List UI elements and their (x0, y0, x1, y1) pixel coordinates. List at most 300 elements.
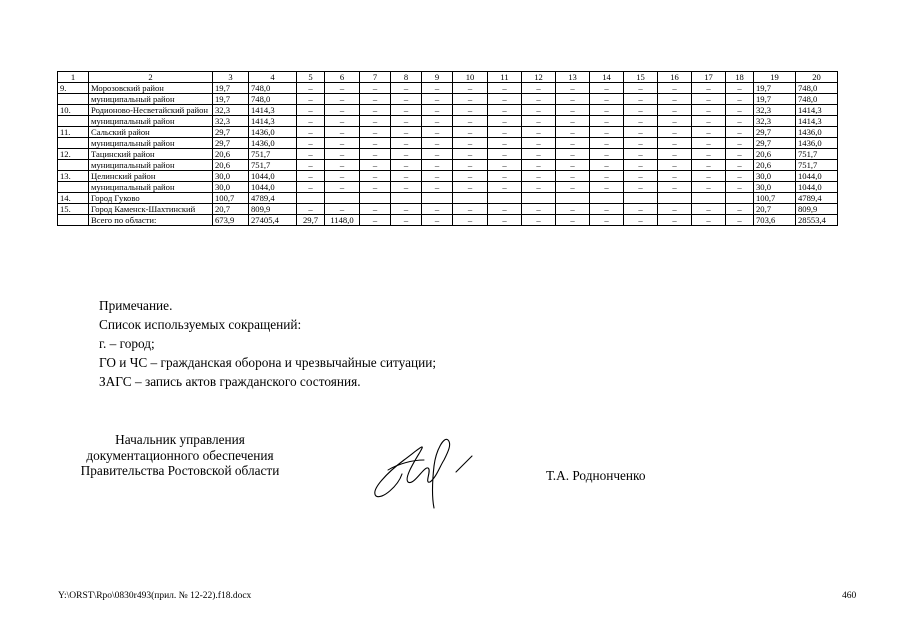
value-cell: – (692, 94, 726, 105)
value-cell: 28553,4 (796, 215, 838, 226)
value-cell: 748,0 (249, 94, 297, 105)
value-cell: – (488, 215, 522, 226)
value-cell: – (325, 105, 360, 116)
value-cell: – (391, 149, 422, 160)
value-cell: 1044,0 (796, 171, 838, 182)
value-cell: – (590, 171, 624, 182)
value-cell: – (488, 160, 522, 171)
header-cell: 20 (796, 72, 838, 83)
value-cell: – (692, 182, 726, 193)
value-cell: – (325, 182, 360, 193)
district-name-cell: муниципальный район (89, 116, 213, 127)
value-cell: – (692, 171, 726, 182)
value-cell: – (522, 127, 556, 138)
value-cell: – (624, 204, 658, 215)
value-cell: 4789,4 (249, 193, 297, 204)
value-cell: – (556, 94, 590, 105)
value-cell: 32,3 (754, 116, 796, 127)
table-row (58, 138, 838, 149)
header-cell: 5 (297, 72, 325, 83)
position-line: Начальник управления (115, 432, 245, 447)
notes-subtitle: Список используемых сокращений: (99, 317, 302, 332)
header-cell: 17 (692, 72, 726, 83)
value-cell: – (360, 160, 391, 171)
value-cell: 29,7 (754, 127, 796, 138)
value-cell: – (556, 127, 590, 138)
district-name-cell: Тацинский район (89, 149, 213, 160)
value-cell: – (556, 215, 590, 226)
value-cell: 19,7 (754, 83, 796, 94)
value-cell: – (422, 171, 453, 182)
value-cell: – (522, 182, 556, 193)
header-cell: 12 (522, 72, 556, 83)
value-cell: – (453, 160, 488, 171)
value-cell: – (422, 160, 453, 171)
value-cell (488, 193, 522, 204)
value-cell: – (658, 94, 692, 105)
header-cell: 19 (754, 72, 796, 83)
row-number-cell (58, 215, 89, 226)
header-cell: 4 (249, 72, 297, 83)
value-cell: – (522, 204, 556, 215)
value-cell: – (624, 116, 658, 127)
value-cell: – (297, 204, 325, 215)
value-cell: – (658, 149, 692, 160)
value-cell: – (522, 149, 556, 160)
value-cell: – (522, 160, 556, 171)
table-row (58, 215, 838, 226)
value-cell: 751,7 (249, 149, 297, 160)
value-cell: – (422, 127, 453, 138)
table-row (58, 149, 838, 160)
value-cell: – (624, 105, 658, 116)
value-cell: – (391, 215, 422, 226)
value-cell: – (624, 171, 658, 182)
value-cell: – (391, 94, 422, 105)
value-cell: – (297, 160, 325, 171)
value-cell: – (726, 204, 754, 215)
value-cell: – (522, 94, 556, 105)
value-cell: – (658, 160, 692, 171)
value-cell: – (658, 116, 692, 127)
district-name-cell: Морозовский район (89, 83, 213, 94)
row-number-cell: 12. (58, 149, 89, 160)
value-cell: – (624, 215, 658, 226)
value-cell: – (590, 182, 624, 193)
value-cell (624, 193, 658, 204)
value-cell: – (556, 83, 590, 94)
value-cell: 29,7 (213, 138, 249, 149)
row-number-cell: 11. (58, 127, 89, 138)
value-cell (556, 193, 590, 204)
signatory-position (55, 432, 305, 479)
value-cell: – (692, 105, 726, 116)
value-cell: – (726, 171, 754, 182)
value-cell (360, 193, 391, 204)
value-cell: – (590, 138, 624, 149)
value-cell: – (488, 94, 522, 105)
value-cell: – (658, 83, 692, 94)
row-number-cell: 15. (58, 204, 89, 215)
header-cell: 11 (488, 72, 522, 83)
value-cell (658, 193, 692, 204)
value-cell (726, 193, 754, 204)
value-cell: 1436,0 (796, 138, 838, 149)
value-cell: – (556, 138, 590, 149)
value-cell (325, 193, 360, 204)
value-cell: – (556, 160, 590, 171)
table-row (58, 94, 838, 105)
table-row (58, 171, 838, 182)
table-row (58, 127, 838, 138)
value-cell: 751,7 (796, 160, 838, 171)
value-cell: 1044,0 (796, 182, 838, 193)
district-name-cell: Город Гуково (89, 193, 213, 204)
value-cell: – (692, 215, 726, 226)
value-cell: – (522, 83, 556, 94)
notes-title: Примечание. (99, 298, 173, 313)
value-cell: 1148,0 (325, 215, 360, 226)
value-cell: 30,0 (754, 182, 796, 193)
value-cell (692, 193, 726, 204)
value-cell: – (488, 182, 522, 193)
value-cell: – (422, 182, 453, 193)
value-cell: 27405,4 (249, 215, 297, 226)
value-cell: – (488, 138, 522, 149)
value-cell: 1436,0 (249, 138, 297, 149)
value-cell: – (360, 83, 391, 94)
value-cell: 809,9 (796, 204, 838, 215)
value-cell: – (391, 105, 422, 116)
value-cell: – (726, 83, 754, 94)
value-cell: – (488, 204, 522, 215)
district-name-cell: муниципальный район (89, 138, 213, 149)
value-cell: – (590, 204, 624, 215)
table-row (58, 160, 838, 171)
value-cell: 751,7 (796, 149, 838, 160)
value-cell: – (391, 127, 422, 138)
district-name-cell: Целинский район (89, 171, 213, 182)
value-cell: – (590, 116, 624, 127)
value-cell: – (453, 215, 488, 226)
district-name-cell: Сальский район (89, 127, 213, 138)
value-cell: – (692, 116, 726, 127)
value-cell: – (726, 138, 754, 149)
value-cell: – (726, 116, 754, 127)
value-cell: 1436,0 (796, 127, 838, 138)
value-cell: – (360, 127, 391, 138)
row-number-cell (58, 182, 89, 193)
value-cell: – (453, 149, 488, 160)
value-cell (453, 193, 488, 204)
value-cell: 19,7 (754, 94, 796, 105)
value-cell: – (422, 94, 453, 105)
value-cell: 30,0 (213, 171, 249, 182)
value-cell: – (590, 127, 624, 138)
value-cell: – (726, 127, 754, 138)
value-cell: – (360, 215, 391, 226)
row-number-cell: 9. (58, 83, 89, 94)
header-cell: 13 (556, 72, 590, 83)
value-cell: – (453, 94, 488, 105)
value-cell: – (422, 138, 453, 149)
page-number: 460 (842, 591, 857, 601)
value-cell: – (658, 171, 692, 182)
value-cell: 32,3 (213, 116, 249, 127)
row-number-cell (58, 94, 89, 105)
value-cell: – (522, 215, 556, 226)
header-cell: 15 (624, 72, 658, 83)
value-cell: 100,7 (754, 193, 796, 204)
value-cell: – (488, 149, 522, 160)
value-cell (297, 193, 325, 204)
value-cell: – (422, 204, 453, 215)
value-cell: – (556, 149, 590, 160)
value-cell: – (590, 105, 624, 116)
table-row (58, 83, 838, 94)
value-cell: – (624, 127, 658, 138)
value-cell: 20,6 (213, 160, 249, 171)
value-cell: – (590, 94, 624, 105)
value-cell: – (422, 83, 453, 94)
header-cell: 16 (658, 72, 692, 83)
value-cell: – (590, 215, 624, 226)
value-cell: – (624, 138, 658, 149)
value-cell: 748,0 (249, 83, 297, 94)
value-cell: – (391, 116, 422, 127)
value-cell: 29,7 (213, 127, 249, 138)
value-cell: – (590, 160, 624, 171)
value-cell: – (624, 83, 658, 94)
table-row (58, 116, 838, 127)
value-cell: – (726, 182, 754, 193)
header-cell: 18 (726, 72, 754, 83)
value-cell: – (624, 160, 658, 171)
value-cell: – (556, 116, 590, 127)
row-number-cell (58, 116, 89, 127)
value-cell: – (391, 83, 422, 94)
value-cell: 1414,3 (796, 105, 838, 116)
value-cell: – (391, 138, 422, 149)
value-cell: – (325, 138, 360, 149)
value-cell: – (297, 149, 325, 160)
value-cell: – (391, 204, 422, 215)
value-cell: – (488, 116, 522, 127)
value-cell: 20,6 (754, 160, 796, 171)
header-cell: 2 (89, 72, 213, 83)
value-cell: – (360, 116, 391, 127)
value-cell: – (325, 149, 360, 160)
district-name-cell: муниципальный район (89, 182, 213, 193)
value-cell (522, 193, 556, 204)
value-cell: – (360, 138, 391, 149)
value-cell: – (488, 127, 522, 138)
value-cell: 4789,4 (796, 193, 838, 204)
value-cell: – (453, 116, 488, 127)
value-cell: – (658, 138, 692, 149)
value-cell: 20,7 (754, 204, 796, 215)
header-cell: 10 (453, 72, 488, 83)
value-cell: 673,9 (213, 215, 249, 226)
value-cell: – (297, 171, 325, 182)
header-cell: 3 (213, 72, 249, 83)
value-cell: 19,7 (213, 83, 249, 94)
notes-item: ГО и ЧС – гражданская оборона и чрезвычайные ситуации; (99, 355, 437, 370)
value-cell: – (297, 83, 325, 94)
value-cell: – (391, 182, 422, 193)
value-cell: – (624, 94, 658, 105)
value-cell: – (726, 160, 754, 171)
value-cell: – (325, 116, 360, 127)
file-path: Y:\ORST\Rpo\0830r493(прил. № 12-22).f18.docx (58, 591, 252, 601)
value-cell: – (422, 116, 453, 127)
value-cell: – (692, 204, 726, 215)
value-cell: – (692, 127, 726, 138)
district-name-cell: Родионово-Несветайский район (89, 105, 213, 116)
value-cell: – (692, 138, 726, 149)
value-cell (422, 193, 453, 204)
value-cell: – (325, 83, 360, 94)
value-cell: – (658, 204, 692, 215)
position-line: документационного обеспечения (86, 447, 274, 463)
value-cell: – (453, 171, 488, 182)
value-cell: – (658, 127, 692, 138)
value-cell: – (488, 171, 522, 182)
value-cell: 1436,0 (249, 127, 297, 138)
value-cell: 19,7 (213, 94, 249, 105)
value-cell: 1414,3 (249, 105, 297, 116)
row-number-cell (58, 138, 89, 149)
value-cell: 703,6 (754, 215, 796, 226)
header-cell: 8 (391, 72, 422, 83)
row-number-cell (58, 160, 89, 171)
value-cell: – (453, 83, 488, 94)
value-cell: 100,7 (213, 193, 249, 204)
value-cell: – (658, 105, 692, 116)
header-cell: 9 (422, 72, 453, 83)
value-cell: – (325, 94, 360, 105)
row-number-cell: 14. (58, 193, 89, 204)
value-cell: – (692, 83, 726, 94)
value-cell: – (297, 116, 325, 127)
value-cell: 20,7 (213, 204, 249, 215)
value-cell: – (453, 138, 488, 149)
table-row (58, 105, 838, 116)
value-cell: 30,0 (213, 182, 249, 193)
value-cell: 809,9 (249, 204, 297, 215)
value-cell (391, 193, 422, 204)
value-cell: – (422, 215, 453, 226)
value-cell: – (325, 127, 360, 138)
value-cell: – (590, 83, 624, 94)
value-cell: – (453, 182, 488, 193)
notes-item: ЗАГС – запись актов гражданского состояния. (99, 374, 361, 389)
value-cell: – (658, 215, 692, 226)
value-cell: – (360, 105, 391, 116)
table-row (58, 193, 838, 204)
notes-item: г. – город; (99, 336, 155, 351)
value-cell: – (297, 182, 325, 193)
value-cell: 1044,0 (249, 182, 297, 193)
value-cell: – (325, 160, 360, 171)
value-cell: – (590, 149, 624, 160)
value-cell: – (726, 94, 754, 105)
table-row (58, 204, 838, 215)
value-cell: 748,0 (796, 94, 838, 105)
value-cell: – (325, 171, 360, 182)
value-cell: 30,0 (754, 171, 796, 182)
header-cell: 6 (325, 72, 360, 83)
value-cell: – (488, 105, 522, 116)
value-cell: – (453, 204, 488, 215)
header-cell: 1 (58, 72, 89, 83)
value-cell: – (522, 171, 556, 182)
value-cell: – (726, 215, 754, 226)
value-cell: – (488, 83, 522, 94)
value-cell: – (726, 149, 754, 160)
value-cell: – (297, 138, 325, 149)
value-cell: – (726, 105, 754, 116)
value-cell: – (624, 149, 658, 160)
value-cell: 20,6 (213, 149, 249, 160)
value-cell: – (325, 204, 360, 215)
value-cell: – (391, 171, 422, 182)
value-cell: – (692, 160, 726, 171)
value-cell: – (692, 149, 726, 160)
value-cell: – (422, 105, 453, 116)
value-cell: – (522, 116, 556, 127)
value-cell: – (360, 171, 391, 182)
value-cell: 1414,3 (796, 116, 838, 127)
value-cell: – (556, 171, 590, 182)
value-cell: – (360, 204, 391, 215)
value-cell: 1414,3 (249, 116, 297, 127)
data-table (57, 71, 838, 226)
value-cell: 1044,0 (249, 171, 297, 182)
value-cell: 20,6 (754, 149, 796, 160)
district-name-cell: муниципальный район (89, 94, 213, 105)
value-cell: 32,3 (213, 105, 249, 116)
row-number-cell: 10. (58, 105, 89, 116)
value-cell: – (297, 94, 325, 105)
value-cell: – (556, 204, 590, 215)
position-line: Правительства Ростовской области (80, 463, 280, 478)
value-cell: 751,7 (249, 160, 297, 171)
district-name-cell: Город Каменск-Шахтинский (89, 204, 213, 215)
table-header-row (58, 72, 838, 83)
value-cell: 748,0 (796, 83, 838, 94)
value-cell: – (360, 182, 391, 193)
value-cell: – (556, 105, 590, 116)
table-row (58, 182, 838, 193)
value-cell: – (522, 138, 556, 149)
value-cell: – (297, 105, 325, 116)
value-cell: – (453, 127, 488, 138)
row-number-cell: 13. (58, 171, 89, 182)
value-cell: – (658, 182, 692, 193)
value-cell: 29,7 (297, 215, 325, 226)
handwritten-signature (368, 430, 478, 514)
district-name-cell: муниципальный район (89, 160, 213, 171)
value-cell: – (422, 149, 453, 160)
value-cell (590, 193, 624, 204)
value-cell: – (624, 182, 658, 193)
header-cell: 14 (590, 72, 624, 83)
header-cell: 7 (360, 72, 391, 83)
signatory-name: Т.А. Роднонченко (546, 468, 646, 483)
value-cell: – (522, 105, 556, 116)
value-cell: – (360, 94, 391, 105)
